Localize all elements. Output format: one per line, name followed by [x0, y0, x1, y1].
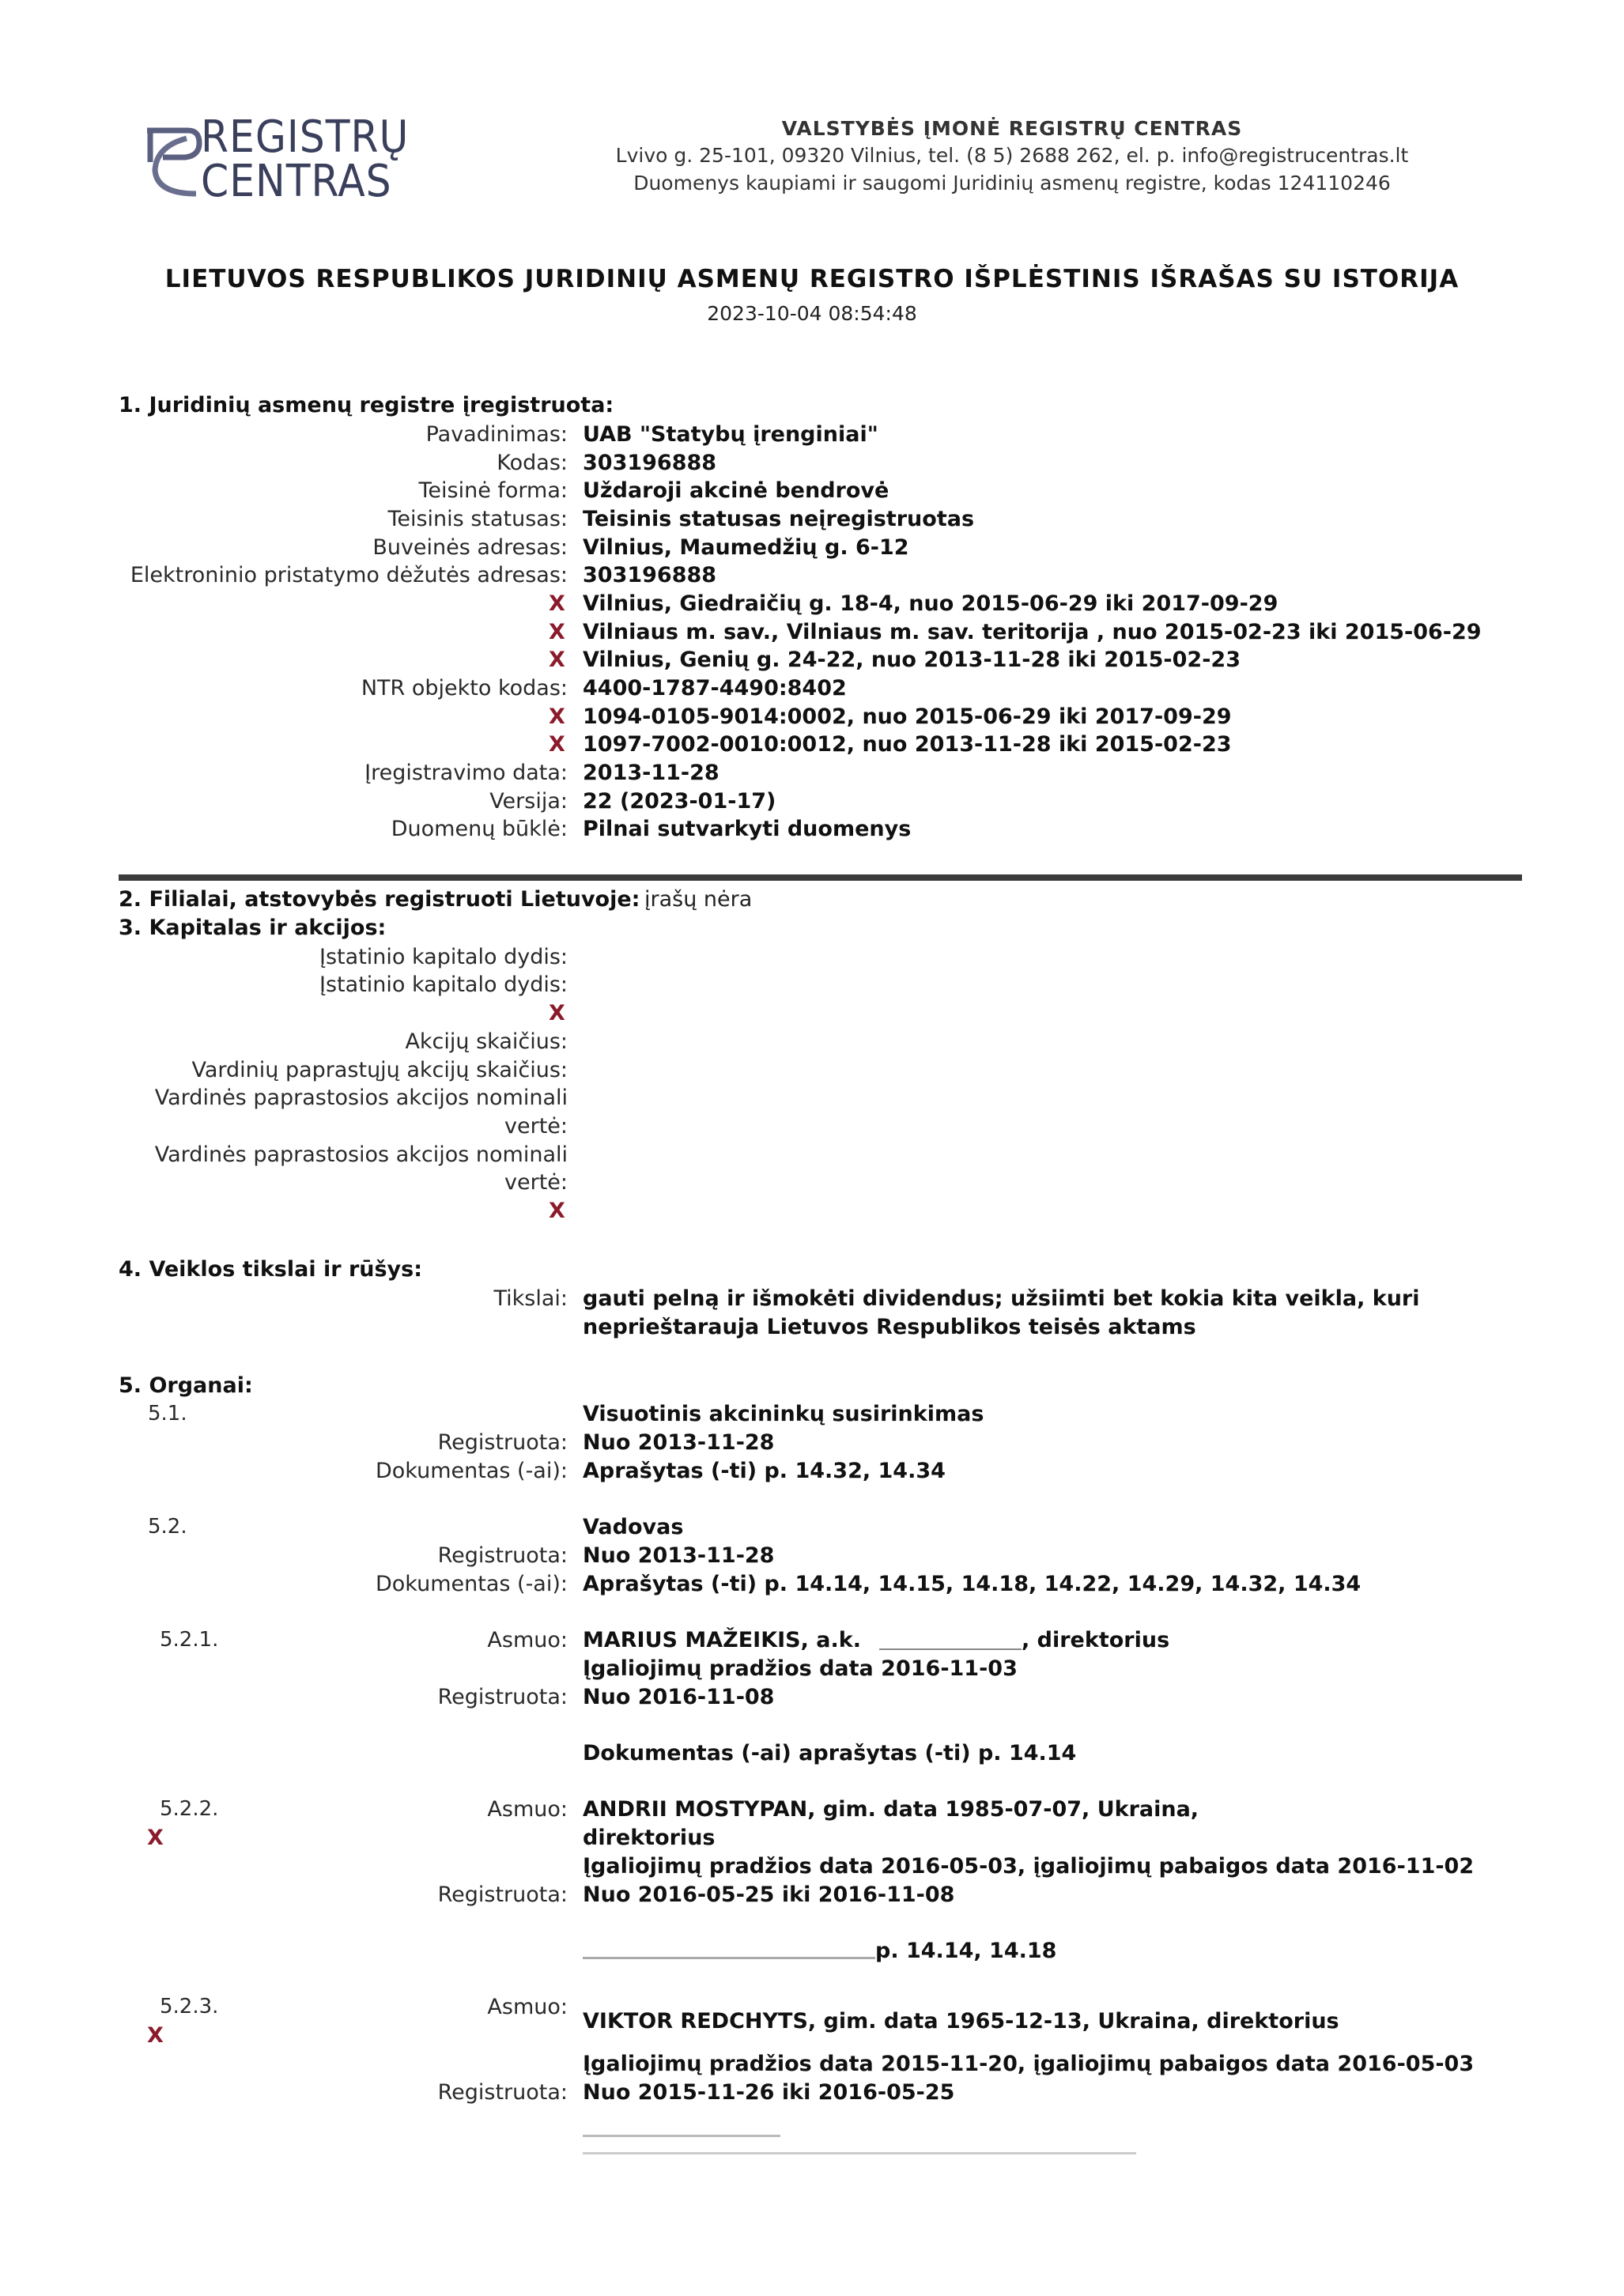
registered-address: Vilnius, Maumedžių g. 6-12: [583, 535, 909, 560]
ntr-label: NTR objekto kodas:: [361, 676, 568, 701]
redaction-line: [583, 1957, 875, 1959]
legal-status: Teisinis statusas neįregistruotas: [583, 507, 975, 531]
person-number: 5.2.1.: [160, 1628, 219, 1652]
registry-note: Duomenys kaupiami ir saugomi Juridinių asmenų registre, kodas 124110246: [633, 172, 1391, 194]
person-registered-label: Registruota:: [437, 2080, 568, 2105]
organ-document: Aprašytas (-ti) p. 14.14, 14.15, 14.18, 14.22, 14.29, 14.32, 14.34: [583, 1572, 1362, 1596]
person-period: Įgaliojimų pradžios data 2015-11-20, įgaliojimų pabaigos data 2016-05-03: [583, 2052, 1475, 2076]
section-divider: [119, 874, 1522, 881]
address-label: Buveinės adresas:: [372, 535, 568, 560]
branches-value: įrašų nėra: [644, 887, 753, 912]
registration-date: 2013-11-28: [583, 761, 719, 785]
data-status-label: Duomenų būklė:: [391, 817, 568, 841]
document-title: LIETUVOS RESPUBLIKOS JURIDINIŲ ASMENŲ REGISTRO IŠPLĖSTINIS IŠRAŠAS SU ISTORIJA: [164, 265, 1460, 293]
nominal-value-label-1b: vertė:: [504, 1114, 568, 1139]
e-delivery-label: Elektroninio pristatymo dėžutės adresas:: [130, 563, 568, 587]
organ-registered: Nuo 2013-11-28: [583, 1543, 775, 1568]
redaction-line: [583, 2135, 780, 2137]
historical-ntr-1: 1094-0105-9014:0002, nuo 2015-06-29 iki 2017-09-29: [583, 704, 1232, 729]
organ-registered-label: Registruota:: [437, 1543, 568, 1568]
history-x-mark: X: [549, 1199, 565, 1223]
name-label: Pavadinimas:: [425, 422, 568, 447]
data-status: Pilnai sutvarkyti duomenys: [583, 817, 912, 841]
goals-line-1: gauti pelną ir išmokėti dividendus; užsiimti bet kokia kita veikla, kuri: [583, 1286, 1420, 1311]
person-registered-label: Registruota:: [437, 1882, 568, 1907]
person-name: MARIUS MAŽEIKIS, a.k.: [583, 1628, 861, 1652]
ntr-code: 4400-1787-4490:8402: [583, 676, 847, 701]
legal-form: Uždaroji akcinė bendrovė: [583, 478, 889, 503]
history-x-mark: X: [147, 1826, 164, 1850]
redaction-line: [879, 1648, 1022, 1650]
organ-document: Aprašytas (-ti) p. 14.32, 14.34: [583, 1459, 946, 1483]
organ-number: 5.2.: [148, 1515, 187, 1539]
history-x-mark: X: [549, 1001, 565, 1025]
history-x-mark: X: [549, 591, 565, 616]
history-x-mark: X: [549, 620, 565, 644]
person-start: Įgaliojimų pradžios data 2016-11-03: [583, 1656, 1018, 1681]
registration-date-label: Įregistravimo data:: [364, 761, 568, 785]
section-5-heading: 5. Organai:: [119, 1373, 253, 1398]
person-name: ANDRII MOSTYPAN, gim. data 1985-07-07, Ukraina,: [583, 1797, 1199, 1822]
section-3-heading: 3. Kapitalas ir akcijos:: [119, 916, 387, 940]
person-label: Asmuo:: [487, 1797, 568, 1822]
person-number: 5.2.3.: [160, 1995, 219, 2018]
organ-title: Visuotinis akcininkų susirinkimas: [583, 1402, 984, 1426]
company-name: UAB "Statybų įrenginiai": [583, 422, 878, 447]
historical-address-3: Vilnius, Genių g. 24-22, nuo 2013-11-28 iki 2015-02-23: [583, 648, 1241, 672]
goals-label: Tikslai:: [493, 1286, 568, 1311]
person-document: p. 14.14, 14.18: [875, 1939, 1057, 1963]
legal-status-label: Teisinis statusas:: [387, 507, 568, 531]
organ-registered: Nuo 2013-11-28: [583, 1430, 775, 1455]
history-x-mark: X: [147, 2023, 164, 2048]
historical-address-1: Vilnius, Giedraičių g. 18-4, nuo 2015-06-29 iki 2017-09-29: [583, 591, 1278, 616]
legal-form-label: Teisinė forma:: [418, 478, 568, 503]
historical-address-2: Vilniaus m. sav., Vilniaus m. sav. teritorija , nuo 2015-02-23 iki 2015-06-29: [583, 620, 1482, 644]
person-registered: Nuo 2015-11-26 iki 2016-05-25: [583, 2080, 955, 2105]
organ-title: Vadovas: [583, 1515, 684, 1539]
logo: [139, 111, 410, 210]
redaction-line: [583, 2152, 1136, 2154]
goals-line-2: neprieštarauja Lietuvos Respublikos teisės aktams: [583, 1315, 1196, 1339]
historical-ntr-2: 1097-7002-0010:0012, nuo 2013-11-28 iki 2015-02-23: [583, 732, 1232, 757]
capital-label-2: Įstatinio kapitalo dydis:: [319, 972, 568, 997]
person-registered: Nuo 2016-05-25 iki 2016-11-08: [583, 1882, 955, 1907]
organ-number: 5.1.: [148, 1402, 187, 1426]
person-number: 5.2.2.: [160, 1797, 219, 1821]
ordinary-shares-label: Vardinių paprastųjų akcijų skaičius:: [191, 1058, 568, 1082]
person-label: Asmuo:: [487, 1628, 568, 1652]
code-label: Kodas:: [497, 451, 568, 475]
person-registered-label: Registruota:: [437, 1685, 568, 1709]
person-role: , direktorius: [1022, 1628, 1170, 1652]
e-delivery-address: 303196888: [583, 563, 717, 587]
person-name: VIKTOR REDCHYTS, gim. data 1965-12-13, Ukraina, direktorius: [583, 2009, 1339, 2034]
registru-centras-logo-icon: [139, 115, 202, 202]
version-label: Versija:: [489, 789, 568, 814]
person-registered: Nuo 2016-11-08: [583, 1685, 775, 1709]
org-address: Lvivo g. 25-101, 09320 Vilnius, tel. (8 5) 2688 262, el. p. info@registrucentras.lt: [615, 144, 1409, 167]
organ-document-label: Dokumentas (-ai):: [376, 1572, 568, 1596]
person-label: Asmuo:: [487, 1995, 568, 2019]
organ-registered-label: Registruota:: [437, 1430, 568, 1455]
org-name: VALSTYBĖS ĮMONĖ REGISTRŲ CENTRAS: [781, 117, 1243, 140]
shares-count-label: Akcijų skaičius:: [405, 1029, 568, 1054]
nominal-value-label-2b: vertė:: [504, 1170, 568, 1195]
person-document: Dokumentas (-ai) aprašytas (-ti) p. 14.14: [583, 1741, 1077, 1765]
logo-line1: REGISTRŲ: [201, 111, 410, 163]
nominal-value-label-1a: Vardinės paprastosios akcijos nominali: [154, 1086, 568, 1110]
person-role: direktorius: [583, 1826, 716, 1850]
organ-document-label: Dokumentas (-ai):: [376, 1459, 568, 1483]
capital-label-1: Įstatinio kapitalo dydis:: [319, 945, 568, 969]
company-code: 303196888: [583, 451, 717, 475]
history-x-mark: X: [549, 648, 565, 672]
history-x-mark: X: [549, 732, 565, 757]
section-2-heading: 2. Filialai, atstovybės registruoti Lietuvoje:: [119, 887, 640, 912]
nominal-value-label-2a: Vardinės paprastosios akcijos nominali: [154, 1142, 568, 1167]
section-1-heading: 1. Juridinių asmenų registre įregistruota:: [119, 393, 614, 417]
document-datetime: 2023-10-04 08:54:48: [707, 302, 917, 325]
person-period: Įgaliojimų pradžios data 2016-05-03, įgaliojimų pabaigos data 2016-11-02: [583, 1854, 1475, 1879]
history-x-mark: X: [549, 704, 565, 729]
section-4-heading: 4. Veiklos tikslai ir rūšys:: [119, 1257, 423, 1282]
logo-line2: CENTRAS: [201, 156, 392, 207]
version: 22 (2023-01-17): [583, 789, 776, 814]
